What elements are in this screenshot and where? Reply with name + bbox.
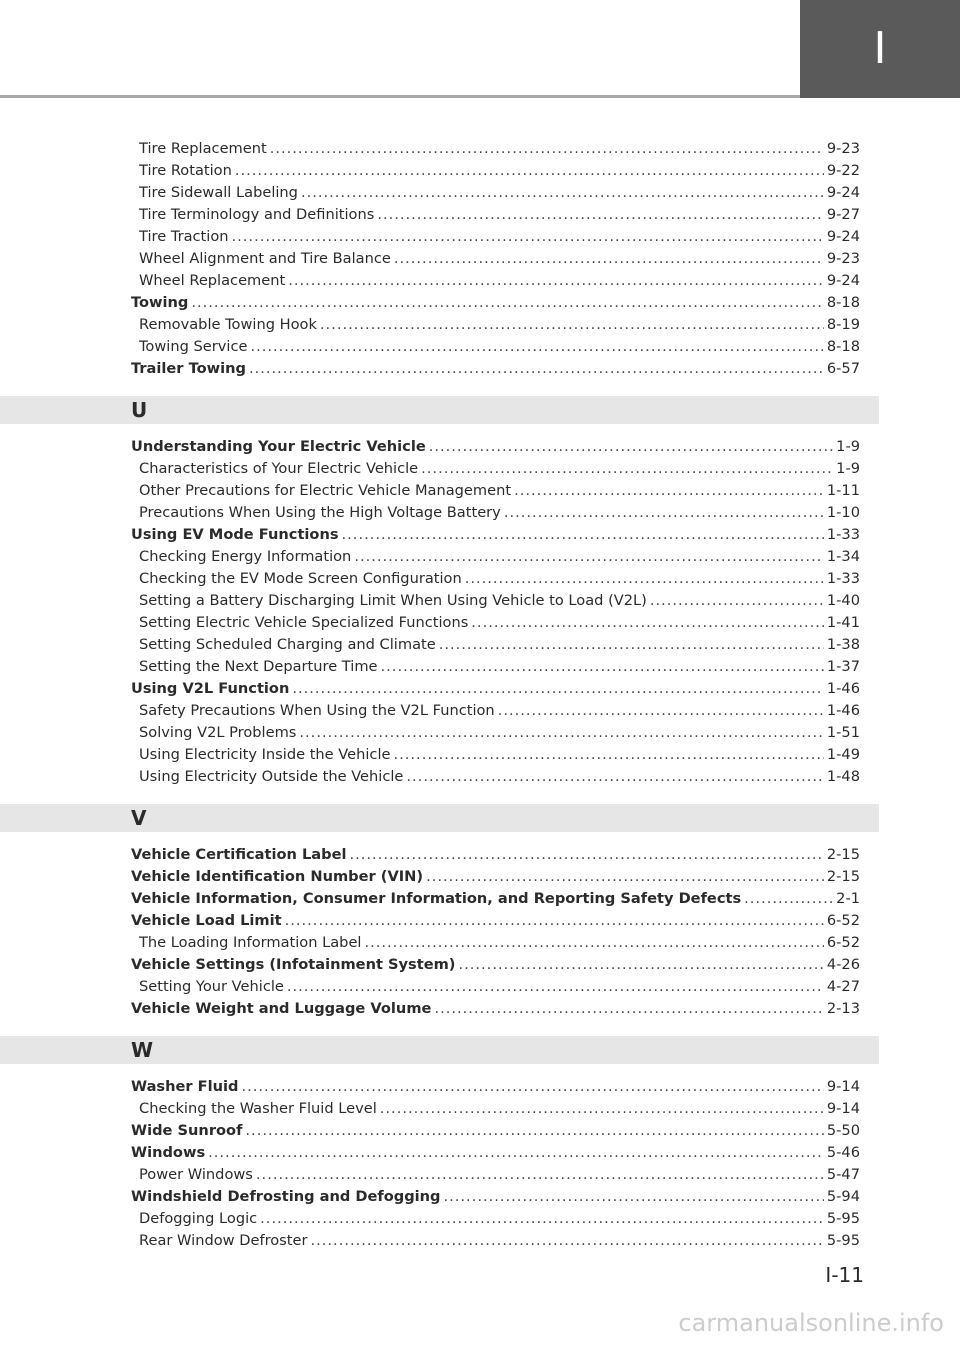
dot-leader [299,722,823,744]
section-letter: W [131,1038,154,1062]
index-subentry [131,336,860,358]
index-entry [131,524,860,546]
dot-leader [429,436,833,458]
dot-leader [250,336,823,358]
entry-page: 9-22 [826,162,860,179]
section-header-w [0,1036,879,1064]
entry-page: 2-15 [826,868,860,885]
entry-title: Setting Scheduled Charging and Climate [139,636,436,653]
entry-page: 8-18 [826,294,860,311]
index-entry [131,954,860,976]
index-subentry [131,1208,860,1230]
index-subentry [131,226,860,248]
entry-title: Power Windows [139,1166,253,1183]
index-subentry [131,204,860,226]
dot-leader [650,590,824,612]
entry-title: Vehicle Weight and Luggage Volume [131,1000,432,1017]
index-subentry [131,138,860,160]
dot-leader [744,888,833,910]
dot-leader [292,678,824,700]
index-subentry [131,634,860,656]
index-subentry [131,1098,860,1120]
dot-leader [514,480,824,502]
entry-page: 1-40 [826,592,860,609]
entry-page: 1-46 [826,680,860,697]
entry-title: Vehicle Information, Consumer Information, and Reporting Safety Defects [131,890,742,907]
dot-leader [235,160,824,182]
dot-leader [471,612,824,634]
entry-title: Setting a Battery Discharging Limit When Using Vehicle to Load (V2L) [139,592,647,609]
entry-title: Vehicle Certification Label [131,846,347,863]
entry-page: 5-95 [826,1210,860,1227]
entry-page: 1-10 [826,504,860,521]
entry-page: 6-57 [826,360,860,377]
index-subentry [131,612,860,634]
entry-title: Tire Rotation [139,162,232,179]
dot-leader [465,568,824,590]
entry-page: 9-23 [826,250,860,267]
dot-leader [301,182,824,204]
dot-leader [260,1208,824,1230]
entry-title: Windshield Defrosting and Defogging [131,1188,441,1205]
index-subentry [131,656,860,678]
index-entry [131,866,860,888]
entry-page: 6-52 [826,912,860,929]
entry-title: Vehicle Settings (Infotainment System) [131,956,456,973]
entry-page: 5-47 [826,1166,860,1183]
entry-page: 4-27 [826,978,860,995]
section-letter: V [131,806,147,830]
dot-leader [245,1120,823,1142]
dot-leader [426,866,824,888]
entry-title: Solving V2L Problems [139,724,297,741]
watermark-text: carmanualsonline.info [678,1309,944,1337]
entry-page: 1-51 [826,724,860,741]
entry-page: 1-48 [826,768,860,785]
entry-page: 6-52 [826,934,860,951]
index-entry [131,358,860,380]
dot-leader [381,656,824,678]
entry-title: Using EV Mode Functions [131,526,339,543]
entry-page: 1-46 [826,702,860,719]
entry-title: Vehicle Load Limit [131,912,282,929]
section-header-u [0,396,879,424]
entry-page: 5-50 [826,1122,860,1139]
index-subentry [131,458,860,480]
index-subentry [131,932,860,954]
entry-page: 8-18 [826,338,860,355]
entry-title: Trailer Towing [131,360,246,377]
entry-title: Understanding Your Electric Vehicle [131,438,426,455]
entry-page: 1-33 [826,570,860,587]
index-subentry [131,590,860,612]
entry-page: 2-13 [826,1000,860,1017]
entry-title: Setting the Next Departure Time [139,658,378,675]
index-subentry [131,1164,860,1186]
index-entry [131,1186,860,1208]
entry-page: 9-24 [826,184,860,201]
dot-leader [232,226,824,248]
dot-leader [256,1164,824,1186]
entry-title: Using V2L Function [131,680,290,697]
dot-leader [498,700,824,722]
entry-page: 4-26 [826,956,860,973]
index-subentry [131,744,860,766]
index-subentry [131,502,860,524]
index-entry [131,1076,860,1098]
index-subentry [131,568,860,590]
index-entry [131,888,860,910]
index-entry [131,844,860,866]
entry-title: Rear Window Defroster [139,1232,308,1249]
dot-leader [208,1142,824,1164]
entry-page: 9-14 [826,1100,860,1117]
entry-title: Tire Replacement [139,140,267,157]
dot-leader [364,932,823,954]
section-header-v [0,804,879,832]
entry-title: Using Electricity Outside the Vehicle [139,768,404,785]
entry-title: Characteristics of Your Electric Vehicle [139,460,419,477]
entry-page: 9-24 [826,272,860,289]
entry-page: 1-41 [826,614,860,631]
page-number: I-11 [825,1263,864,1287]
entry-title: Wheel Alignment and Tire Balance [139,250,391,267]
entry-page: 1-38 [826,636,860,653]
entry-page: 1-11 [826,482,860,499]
entry-title: Using Electricity Inside the Vehicle [139,746,391,763]
entry-page: 1-34 [826,548,860,565]
index-entry [131,1142,860,1164]
dot-leader [287,976,824,998]
entry-page: 8-19 [826,316,860,333]
dot-leader [311,1230,824,1252]
entry-page: 9-23 [826,140,860,157]
entry-page: 2-1 [836,890,860,907]
dot-leader [320,314,824,336]
index-list [131,138,860,1252]
dot-leader [285,910,824,932]
entry-page: 5-94 [826,1188,860,1205]
entry-title: Setting Electric Vehicle Specialized Functions [139,614,469,631]
dot-leader [406,766,823,788]
entry-page: 9-27 [826,206,860,223]
dot-leader [380,1098,824,1120]
index-entry [131,998,860,1020]
dot-leader [354,546,824,568]
entry-title: Checking the Washer Fluid Level [139,1100,377,1117]
entry-title: Setting Your Vehicle [139,978,284,995]
dot-leader [394,744,824,766]
index-subentry [131,314,860,336]
dot-leader [249,358,824,380]
index-subentry [131,270,860,292]
entry-title: Tire Sidewall Labeling [139,184,298,201]
index-subentry [131,160,860,182]
index-tab: I [800,0,960,98]
entry-page: 9-24 [826,228,860,245]
index-subentry [131,546,860,568]
entry-title: Removable Towing Hook [139,316,317,333]
index-entry [131,910,860,932]
entry-title: Tire Terminology and Definitions [139,206,375,223]
index-subentry [131,1230,860,1252]
entry-page: 5-95 [826,1232,860,1249]
entry-title: Wheel Replacement [139,272,286,289]
entry-title: Other Precautions for Electric Vehicle Management [139,482,512,499]
dot-leader [270,138,824,160]
entry-page: 9-14 [826,1078,860,1095]
index-entry [131,292,860,314]
section-letter: U [131,398,148,422]
entry-title: Towing [131,294,189,311]
entry-title: Precautions When Using the High Voltage Battery [139,504,501,521]
header-rule [0,95,800,98]
entry-title: Checking Energy Information [139,548,352,565]
dot-leader [191,292,824,314]
index-subentry [131,976,860,998]
entry-title: Windows [131,1144,206,1161]
dot-leader [434,998,823,1020]
dot-leader [444,1186,824,1208]
dot-leader [242,1076,824,1098]
index-subentry [131,248,860,270]
index-subentry [131,766,860,788]
index-entry [131,678,860,700]
dot-leader [377,204,824,226]
dot-leader [394,248,824,270]
index-subentry [131,700,860,722]
dot-leader [342,524,824,546]
entry-page: 1-33 [826,526,860,543]
index-entry [131,1120,860,1142]
dot-leader [458,954,823,976]
entry-title: Wide Sunroof [131,1122,243,1139]
entry-title: Vehicle Identification Number (VIN) [131,868,424,885]
entry-title: Safety Precautions When Using the V2L Function [139,702,495,719]
index-subentry [131,480,860,502]
entry-page: 2-15 [826,846,860,863]
entry-title: Towing Service [139,338,248,355]
entry-page: 1-9 [836,460,860,477]
entry-title: The Loading Information Label [139,934,362,951]
entry-page: 1-37 [826,658,860,675]
entry-page: 5-46 [826,1144,860,1161]
dot-leader [421,458,833,480]
dot-leader [439,634,824,656]
entry-page: 1-9 [836,438,860,455]
dot-leader [288,270,824,292]
entry-title: Washer Fluid [131,1078,239,1095]
entry-title: Tire Traction [139,228,229,245]
dot-leader [350,844,824,866]
entry-page: 1-49 [826,746,860,763]
index-subentry [131,722,860,744]
index-entry [131,436,860,458]
index-subentry [131,182,860,204]
entry-title: Checking the EV Mode Screen Configuration [139,570,462,587]
entry-title: Defogging Logic [139,1210,258,1227]
dot-leader [504,502,824,524]
